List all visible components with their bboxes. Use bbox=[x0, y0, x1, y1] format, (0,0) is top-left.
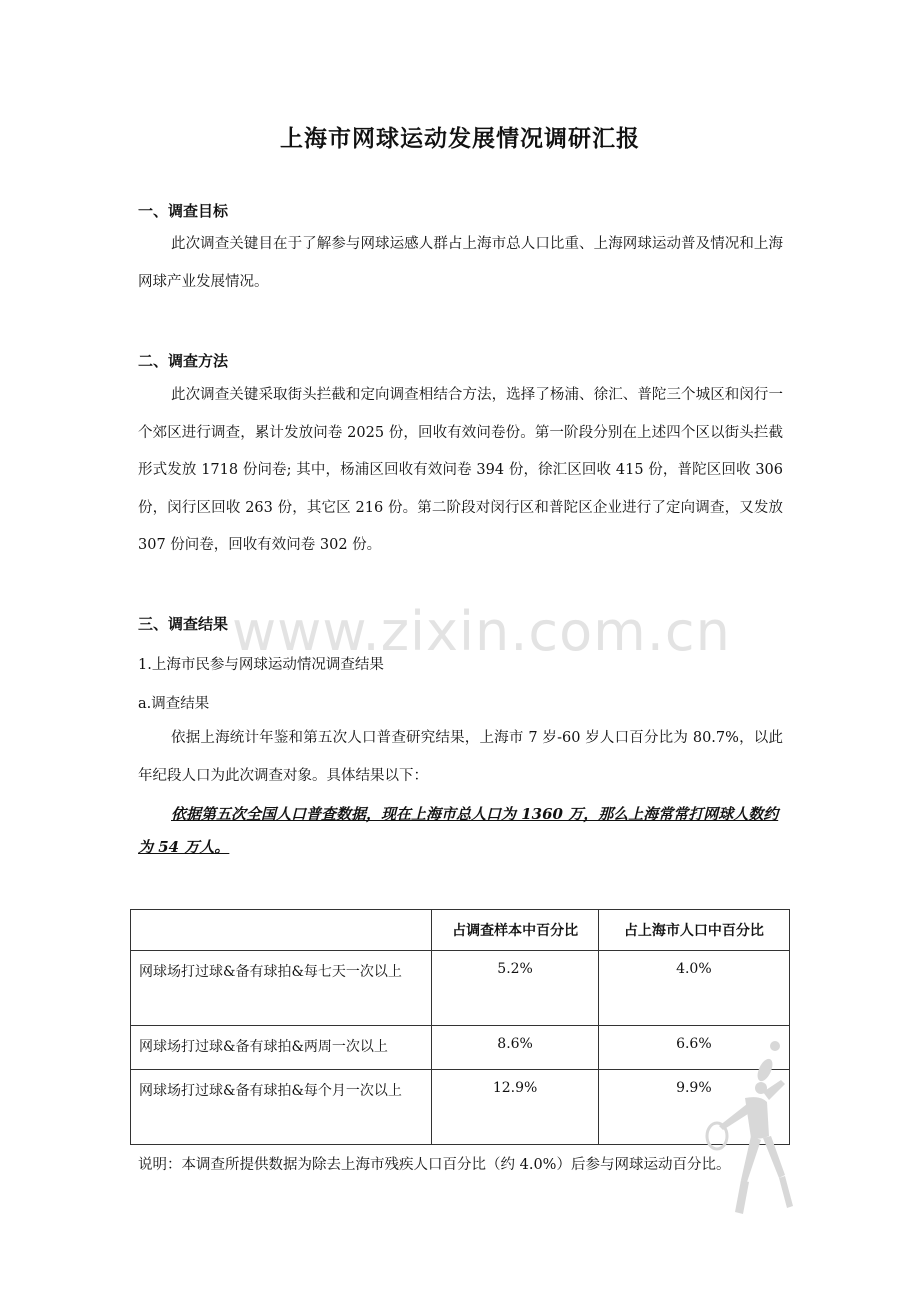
section2-text: 此次调查关键采取街头拦截和定向调查相结合方法，选择了杨浦、徐汇、普陀三个城区和闵行一个郊区进行调查，累计发放问卷 2025 份，回收有效问卷份。第一阶段分别在上述四个区以街头拦截形式发放 1718 份问卷; 其中，杨浦区回收有效问卷 394 份，徐汇区回收 415 份，普陀区回收 306 份，闵行区回收 263 份，其它区 216 份。第二阶段对闵行区和普陀区企业进行了定向调查，又发放 307 份问卷，回收有效问卷 302 份。 bbox=[138, 387, 783, 553]
table-cell-sample: 5.2% bbox=[432, 951, 598, 1026]
table-cell-sample: 8.6% bbox=[432, 1026, 598, 1070]
section3-subheading-1: 1.上海市民参与网球运动情况调查结果 bbox=[138, 657, 384, 673]
table-header-row bbox=[131, 910, 790, 951]
results-table bbox=[130, 909, 790, 1145]
page-title: 上海市网球运动发展情况调研汇报 bbox=[280, 126, 640, 152]
section2-heading: 二、调查方法 bbox=[138, 352, 229, 370]
table-header-cell: 占调查样本中百分比 bbox=[432, 910, 598, 951]
section3-text: 依据上海统计年鉴和第五次人口普查研究结果，上海市 7 岁-60 岁人口百分比为 80.7%，以此年纪段人口为此次调查对象。具体结果以下： bbox=[138, 730, 783, 784]
table-cell-population: 9.9% bbox=[598, 1070, 789, 1145]
footnote: 说明：本调查所提供数据为除去上海市残疾人口百分比（约 4.0%）后参与网球运动百分比。 bbox=[138, 1157, 731, 1173]
table-row bbox=[131, 1026, 790, 1070]
section1-heading: 一、调查目标 bbox=[138, 202, 229, 220]
table-cell-sample: 12.9% bbox=[432, 1070, 598, 1145]
table-cell-population: 6.6% bbox=[598, 1026, 789, 1070]
table-cell-label: 网球场打过球&备有球拍&两周一次以上 bbox=[131, 1026, 432, 1070]
watermark: www.zixin.com.cn bbox=[232, 600, 731, 663]
table-header-cell bbox=[131, 910, 432, 951]
section3-heading: 三、调查结果 bbox=[138, 615, 229, 633]
section3-emphasis: 依据第五次全国人口普查数据，现在上海市总人口为 1360 万，那么上海常常打网球人数约为 54 万人。 bbox=[138, 805, 779, 856]
table-row bbox=[131, 1070, 790, 1145]
section1-text: 此次调查关键目在于了解参与网球运感人群占上海市总人口比重、上海网球运动普及情况和上海网球产业发展情况。 bbox=[138, 236, 783, 290]
section3-subheading-a: a.调查结果 bbox=[138, 696, 210, 712]
table-cell-label: 网球场打过球&备有球拍&每个月一次以上 bbox=[131, 1070, 432, 1145]
tennis-player-silhouette-icon bbox=[705, 1040, 795, 1220]
table-row bbox=[131, 951, 790, 1026]
table-cell-population: 4.0% bbox=[598, 951, 789, 1026]
table-header-cell: 占上海市人口中百分比 bbox=[598, 910, 789, 951]
table-cell-label: 网球场打过球&备有球拍&每七天一次以上 bbox=[131, 951, 432, 1026]
